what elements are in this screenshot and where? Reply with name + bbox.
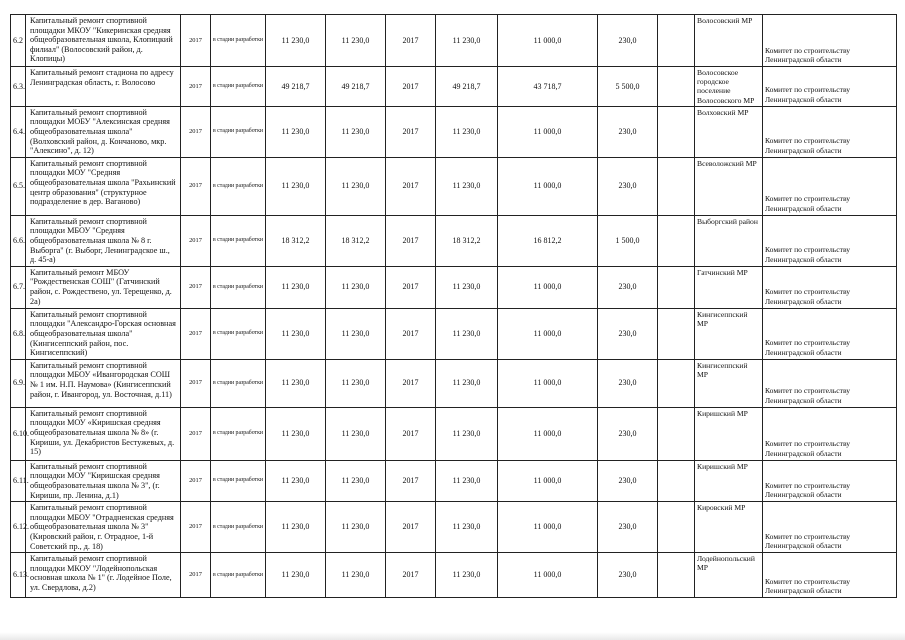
local-budget: 230,0 <box>598 308 658 359</box>
design-stage: в стадии разработки <box>211 460 266 501</box>
financing-total: 11 230,0 <box>436 308 498 359</box>
completion-year: 2017 <box>386 553 436 598</box>
design-stage: в стадии разработки <box>211 215 266 266</box>
local-budget: 230,0 <box>598 407 658 460</box>
empty-cell <box>658 215 695 266</box>
customer: Комитет по строительству Ленинградской области <box>763 359 897 407</box>
customer: Комитет по строительству Ленинградской области <box>763 266 897 308</box>
total-cost: 18 312,2 <box>326 215 386 266</box>
start-year: 2017 <box>181 460 211 501</box>
customer: Комитет по строительству Ленинградской области <box>763 407 897 460</box>
row-number: 6.10. <box>11 407 26 460</box>
regional-budget: 11 000,0 <box>498 266 598 308</box>
total-cost: 11 230,0 <box>326 308 386 359</box>
financing-total: 49 218,7 <box>436 67 498 107</box>
customer: Комитет по строительству Ленинградской области <box>763 106 897 157</box>
design-stage: в стадии разработки <box>211 359 266 407</box>
estimated-cost: 11 230,0 <box>266 502 326 553</box>
row-number: 6.9. <box>11 359 26 407</box>
start-year: 2017 <box>181 407 211 460</box>
object-name: Капитальный ремонт спортивной площадки "Александро-Горская основная общеобразовательная школа" (Кингисеппский район, пос. Кингисеппский) <box>26 308 181 359</box>
object-name: Капитальный ремонт спортивной площадки МОУ "Средняя общеобразовательная школа "Рахьинский центр образования" (структурное подразделение в дер. Ваганово) <box>26 157 181 215</box>
financing-total: 11 230,0 <box>436 157 498 215</box>
municipality: Выборгский район <box>695 215 763 266</box>
row-number: 6.7. <box>11 266 26 308</box>
financing-total: 11 230,0 <box>436 106 498 157</box>
financing-total: 11 230,0 <box>436 266 498 308</box>
regional-budget: 11 000,0 <box>498 502 598 553</box>
regional-budget: 11 000,0 <box>498 460 598 501</box>
table-row <box>11 553 897 598</box>
local-budget: 230,0 <box>598 106 658 157</box>
design-stage: в стадии разработки <box>211 407 266 460</box>
empty-cell <box>658 553 695 598</box>
table-row <box>11 15 897 67</box>
start-year: 2017 <box>181 215 211 266</box>
estimated-cost: 18 312,2 <box>266 215 326 266</box>
table-row <box>11 157 897 215</box>
start-year: 2017 <box>181 106 211 157</box>
total-cost: 11 230,0 <box>326 15 386 67</box>
financing-total: 18 312,2 <box>436 215 498 266</box>
municipality: Киришский МР <box>695 407 763 460</box>
customer: Комитет по строительству Ленинградской области <box>763 215 897 266</box>
completion-year: 2017 <box>386 67 436 107</box>
total-cost: 11 230,0 <box>326 266 386 308</box>
local-budget: 230,0 <box>598 15 658 67</box>
program-table-sheet <box>10 14 896 598</box>
completion-year: 2017 <box>386 407 436 460</box>
row-number: 6.3. <box>11 67 26 107</box>
row-number: 6.5. <box>11 157 26 215</box>
financing-total: 11 230,0 <box>436 460 498 501</box>
row-number: 6.11. <box>11 460 26 501</box>
design-stage: в стадии разработки <box>211 106 266 157</box>
empty-cell <box>658 266 695 308</box>
completion-year: 2017 <box>386 460 436 501</box>
completion-year: 2017 <box>386 157 436 215</box>
empty-cell <box>658 460 695 501</box>
customer: Комитет по строительству Ленинградской области <box>763 67 897 107</box>
estimated-cost: 11 230,0 <box>266 106 326 157</box>
empty-cell <box>658 502 695 553</box>
total-cost: 49 218,7 <box>326 67 386 107</box>
estimated-cost: 11 230,0 <box>266 15 326 67</box>
empty-cell <box>658 67 695 107</box>
regional-budget: 16 812,2 <box>498 215 598 266</box>
row-number: 6.2 <box>11 15 26 67</box>
regional-budget: 11 000,0 <box>498 359 598 407</box>
municipality: Волховский МР <box>695 106 763 157</box>
local-budget: 230,0 <box>598 460 658 501</box>
design-stage: в стадии разработки <box>211 157 266 215</box>
table-row <box>11 407 897 460</box>
design-stage: в стадии разработки <box>211 67 266 107</box>
total-cost: 11 230,0 <box>326 460 386 501</box>
total-cost: 11 230,0 <box>326 359 386 407</box>
empty-cell <box>658 106 695 157</box>
customer: Комитет по строительству Ленинградской области <box>763 553 897 598</box>
estimated-cost: 11 230,0 <box>266 407 326 460</box>
completion-year: 2017 <box>386 215 436 266</box>
total-cost: 11 230,0 <box>326 553 386 598</box>
estimated-cost: 11 230,0 <box>266 266 326 308</box>
total-cost: 11 230,0 <box>326 502 386 553</box>
row-number: 6.4. <box>11 106 26 157</box>
completion-year: 2017 <box>386 502 436 553</box>
local-budget: 5 500,0 <box>598 67 658 107</box>
start-year: 2017 <box>181 157 211 215</box>
regional-budget: 11 000,0 <box>498 407 598 460</box>
table-body <box>11 15 897 598</box>
page-edge-shadow <box>0 632 905 640</box>
municipality: Кингисеппский МР <box>695 359 763 407</box>
construction-program-table <box>10 14 897 598</box>
empty-cell <box>658 157 695 215</box>
table-row <box>11 308 897 359</box>
table-row <box>11 502 897 553</box>
completion-year: 2017 <box>386 15 436 67</box>
row-number: 6.6. <box>11 215 26 266</box>
empty-cell <box>658 407 695 460</box>
municipality: Гатчинский МР <box>695 266 763 308</box>
object-name: Капитальный ремонт спортивной площадки МОБУ "Алексинская средняя общеобразовательная школа" (Волховский район, д. Кончаново, мкр. "Алексино", д. 12) <box>26 106 181 157</box>
financing-total: 11 230,0 <box>436 15 498 67</box>
customer: Комитет по строительству Ленинградской области <box>763 502 897 553</box>
customer: Комитет по строительству Ленинградской области <box>763 460 897 501</box>
object-name: Капитальный ремонт спортивной площадки МКОУ "Кикеринская средняя общеобразовательная школа, Клопицкий филиал" (Волосовский район, д. Клопицы) <box>26 15 181 67</box>
estimated-cost: 11 230,0 <box>266 308 326 359</box>
local-budget: 230,0 <box>598 359 658 407</box>
empty-cell <box>658 308 695 359</box>
total-cost: 11 230,0 <box>326 106 386 157</box>
customer: Комитет по строительству Ленинградской области <box>763 15 897 67</box>
object-name: Капитальный ремонт спортивной площадки МБОУ "Отрадненская средняя общеобразовательная школа № 3" (Кировский район, г. Отрадное, 1-й Советский пр., д. 18) <box>26 502 181 553</box>
financing-total: 11 230,0 <box>436 502 498 553</box>
local-budget: 230,0 <box>598 502 658 553</box>
table-row <box>11 215 897 266</box>
municipality: Всеволожский МР <box>695 157 763 215</box>
table-row <box>11 67 897 107</box>
regional-budget: 11 000,0 <box>498 157 598 215</box>
local-budget: 230,0 <box>598 553 658 598</box>
start-year: 2017 <box>181 502 211 553</box>
municipality: Кировский МР <box>695 502 763 553</box>
empty-cell <box>658 15 695 67</box>
table-row <box>11 266 897 308</box>
design-stage: в стадии разработки <box>211 553 266 598</box>
customer: Комитет по строительству Ленинградской области <box>763 157 897 215</box>
design-stage: в стадии разработки <box>211 308 266 359</box>
completion-year: 2017 <box>386 359 436 407</box>
row-number: 6.8. <box>11 308 26 359</box>
regional-budget: 43 718,7 <box>498 67 598 107</box>
estimated-cost: 11 230,0 <box>266 460 326 501</box>
object-name: Капитальный ремонт спортивной площадки МБОУ «Ивангородская СОШ № 1 им. Н.П. Наумова» (Кингисеппский район, г. Ивангород, ул. Восточная, д.11) <box>26 359 181 407</box>
estimated-cost: 11 230,0 <box>266 157 326 215</box>
municipality: Волосовское городское поселение Волосовского МР <box>695 67 763 107</box>
completion-year: 2017 <box>386 308 436 359</box>
start-year: 2017 <box>181 308 211 359</box>
regional-budget: 11 000,0 <box>498 106 598 157</box>
row-number: 6.13. <box>11 553 26 598</box>
design-stage: в стадии разработки <box>211 502 266 553</box>
object-name: Капитальный ремонт спортивной площадки МБОУ "Средняя общеобразовательная школа № 8 г. Выборга" (г. Выборг, Ленинградское ш., д. 45-а) <box>26 215 181 266</box>
start-year: 2017 <box>181 15 211 67</box>
regional-budget: 11 000,0 <box>498 553 598 598</box>
start-year: 2017 <box>181 359 211 407</box>
local-budget: 230,0 <box>598 157 658 215</box>
estimated-cost: 49 218,7 <box>266 67 326 107</box>
design-stage: в стадии разработки <box>211 15 266 67</box>
local-budget: 230,0 <box>598 266 658 308</box>
local-budget: 1 500,0 <box>598 215 658 266</box>
start-year: 2017 <box>181 553 211 598</box>
object-name: Капитальный ремонт спортивной площадки МКОУ "Лодейнопольская основная школа № 1" (г. Лодейное Поле, ул. Свердлова, д.2) <box>26 553 181 598</box>
total-cost: 11 230,0 <box>326 157 386 215</box>
total-cost: 11 230,0 <box>326 407 386 460</box>
table-row <box>11 460 897 501</box>
municipality: Лодейнопольский МР <box>695 553 763 598</box>
object-name: Капитальный ремонт стадиона по адресу Ленинградская область, г. Волосово <box>26 67 181 107</box>
municipality: Волосовский МР <box>695 15 763 67</box>
estimated-cost: 11 230,0 <box>266 553 326 598</box>
start-year: 2017 <box>181 67 211 107</box>
object-name: Капитальный ремонт спортивной площадки МОУ "Киришская средняя общеобразовательная школа № 3", (г. Кириши, пр. Ленина, д.1) <box>26 460 181 501</box>
completion-year: 2017 <box>386 106 436 157</box>
design-stage: в стадии разработки <box>211 266 266 308</box>
financing-total: 11 230,0 <box>436 553 498 598</box>
municipality: Киришский МР <box>695 460 763 501</box>
empty-cell <box>658 359 695 407</box>
regional-budget: 11 000,0 <box>498 308 598 359</box>
municipality: Кингисеппский МР <box>695 308 763 359</box>
object-name: Капитальный ремонт МБОУ "Рождественская СОШ" (Гатчинский район, с. Рождествено, ул. Терещенко, д. 2а) <box>26 266 181 308</box>
completion-year: 2017 <box>386 266 436 308</box>
start-year: 2017 <box>181 266 211 308</box>
regional-budget: 11 000,0 <box>498 15 598 67</box>
row-number: 6.12. <box>11 502 26 553</box>
table-row <box>11 359 897 407</box>
financing-total: 11 230,0 <box>436 407 498 460</box>
customer: Комитет по строительству Ленинградской области <box>763 308 897 359</box>
table-row <box>11 106 897 157</box>
estimated-cost: 11 230,0 <box>266 359 326 407</box>
financing-total: 11 230,0 <box>436 359 498 407</box>
object-name: Капитальный ремонт спортивной площадки МОУ «Киришская средняя общеобразовательная школа № 8» (г. Кириши, ул. Декабристов Бестужевых, д. 15) <box>26 407 181 460</box>
